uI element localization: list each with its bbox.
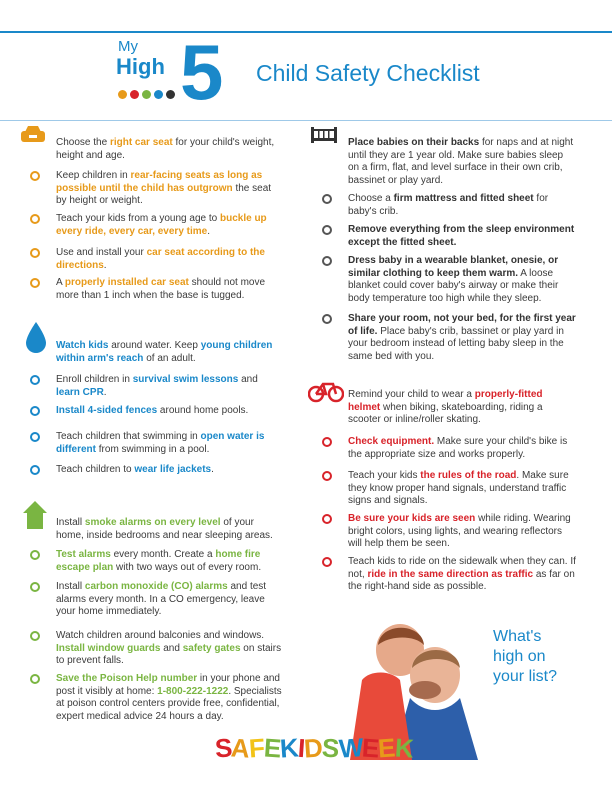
body-text: Teach kids to ride on the sidewalk when they can. If not, (348, 556, 576, 580)
checklist-text (56, 170, 284, 208)
checkbox-circle[interactable] (30, 432, 40, 442)
checklist-text (56, 277, 284, 302)
logo-dot (154, 90, 163, 99)
body-text: Teach your kids from a young age to (56, 213, 220, 224)
highlight-text: Dress baby in a wearable blanket, onesie, or similar clothing to keep them warm. (348, 255, 559, 279)
body-text: around water. Keep (108, 340, 201, 351)
body-text: Teach children to (56, 464, 135, 475)
checkbox-circle[interactable] (322, 225, 332, 235)
logo-high: High (116, 54, 165, 79)
body-text: for naps and at night until they are 1 year old. Make sure babies sleep on a firm, flat, and level surface in their own crib, bassinet or play yard. (348, 137, 574, 186)
logo-dot (166, 90, 175, 99)
checklist-text (348, 436, 576, 461)
body-text: Install (56, 581, 85, 592)
body-text: . (211, 464, 214, 475)
highlight-text: properly installed car seat (64, 277, 189, 288)
header-rule (0, 120, 612, 121)
body-text: . (103, 386, 107, 398)
highlight-text: learn CPR (56, 386, 104, 398)
highlight-text: firm mattress and fitted sheet (393, 193, 534, 204)
checklist-text (348, 313, 576, 363)
checkbox-circle[interactable] (30, 582, 40, 592)
body-text: when biking, skateboarding, riding a scooter or inline/roller skating. (348, 401, 543, 425)
brand-letter: E (377, 732, 396, 764)
body-text: . (207, 225, 211, 237)
body-text: and (238, 374, 258, 385)
checkbox-circle[interactable] (30, 248, 40, 258)
checklist-text (56, 340, 284, 365)
top-rule (0, 31, 612, 33)
highlight-text: safety gates (182, 642, 241, 654)
question-line: your list? (493, 668, 558, 685)
highlight-text: Be sure your kids are seen (348, 513, 476, 524)
highlight-text: Check equipment. (348, 436, 435, 447)
body-text: from swimming in a pool. (96, 443, 210, 455)
highlight-text: Save the Poison Help number (56, 673, 198, 684)
body-text: Watch children around balconies and windows. (56, 630, 265, 641)
bicycle-icon (308, 379, 344, 403)
page-title: Child Safety Checklist (256, 60, 480, 86)
highlight-text: Install window guards (56, 642, 161, 654)
checklist-text (348, 224, 576, 249)
checkbox-circle[interactable] (30, 465, 40, 475)
brand-letter: W (337, 732, 364, 764)
checklist-text (56, 247, 284, 272)
logo-dot (130, 90, 139, 99)
body-text: in your phone and post it visibly at home: (56, 673, 280, 697)
logo-dot (142, 90, 151, 99)
checkbox-circle[interactable] (30, 375, 40, 385)
highlight-text: car seat according to the directions (56, 247, 265, 271)
checkbox-circle[interactable] (30, 550, 40, 560)
checkbox-circle[interactable] (322, 194, 332, 204)
checkbox-circle[interactable] (30, 278, 40, 288)
logo-my: My (118, 38, 138, 55)
highlight-text: Place babies on their backs (348, 137, 480, 148)
highlight-text: wear life jackets (134, 464, 212, 475)
checkbox-circle[interactable] (322, 471, 332, 481)
highlight-text: properly-fitted helmet (348, 389, 543, 413)
brand-letter: S (213, 732, 233, 764)
logo-dots (118, 90, 175, 99)
checklist-text (56, 405, 284, 418)
brand-letter: S (321, 732, 340, 764)
highlight-text: rear-facing seats as long as possible until the child has outgrown (56, 170, 263, 194)
logo-five: 5 (180, 28, 224, 116)
highlight-text: survival swim lessons (132, 374, 239, 385)
checkbox-circle[interactable] (322, 557, 332, 567)
question-line: high on (493, 648, 546, 665)
car-icon (20, 125, 46, 145)
brand-letter: K (279, 732, 300, 764)
body-text: . (103, 259, 107, 271)
crib-icon (310, 124, 338, 144)
safe-kids-week-logo (215, 733, 413, 764)
checklist-text (348, 137, 576, 187)
body-text: should not move more than 1 inch when the base is tugged. (56, 277, 266, 301)
highlight-text: home fire escape plan (56, 549, 261, 573)
highlight-text: right car seat (109, 137, 173, 148)
highlight-text: Test alarms (56, 549, 111, 560)
body-text: A (56, 277, 65, 288)
water-drop-icon (25, 321, 47, 355)
checklist-text (56, 374, 284, 399)
brand-letter: D (303, 732, 324, 764)
checkbox-circle[interactable] (322, 514, 332, 524)
highlight-text: 1-800-222-1222 (157, 685, 229, 697)
checkbox-circle[interactable] (322, 437, 332, 447)
body-text: of an adult. (143, 352, 196, 364)
body-text: . Specialists at poison control centers provide free, confidential, expert medical advice 24 hours a day. (56, 685, 282, 722)
brand-letter: I (297, 732, 306, 764)
house-icon (22, 500, 48, 530)
checklist-text (348, 470, 576, 508)
highlight-text: carbon monoxide (CO) alarms (84, 581, 228, 592)
checklist-text (348, 556, 576, 594)
checklist-text (56, 630, 284, 668)
checklist-text (56, 549, 284, 574)
body-text: as far on the right-hand side as possible. (348, 568, 575, 592)
brand-letter: A (230, 732, 251, 764)
highlight-text: Share your room, not your bed, for the first year of life. (348, 313, 576, 337)
closing-question (493, 627, 557, 687)
brand-letter: F (248, 732, 266, 764)
body-text: every month. Create a (110, 549, 216, 560)
body-text: A loose blanket could cover baby's airway or make their body temperature too high while they sleep. (348, 267, 559, 304)
highlight-text: buckle up every ride, every car, every time (56, 213, 267, 237)
checkbox-circle[interactable] (30, 171, 40, 181)
body-text: Remind your child to wear a (348, 389, 475, 400)
body-text: Install (56, 517, 85, 528)
highlight-text: the rules of the road (420, 470, 517, 481)
checkbox-circle[interactable] (322, 256, 332, 266)
body-text: Use and install your (56, 247, 147, 258)
body-text: Enroll children in (56, 374, 133, 385)
checklist-text (56, 464, 284, 477)
highlight-text: Remove everything from the sleep environment except the fitted sheet. (348, 224, 575, 248)
highlight-text: open water is different (56, 431, 265, 455)
checklist-text (348, 255, 576, 305)
body-text: and (160, 642, 183, 654)
checkbox-circle[interactable] (30, 674, 40, 684)
body-text: Keep children in (56, 170, 131, 181)
body-text: . Make sure they know proper hand signals, understand traffic signs and signals. (348, 470, 569, 506)
checklist-text (348, 193, 576, 218)
checkbox-circle[interactable] (30, 214, 40, 224)
body-text: while riding. Wearing bright colors, using lights, and wearing reflectors will help them be seen. (348, 513, 571, 549)
body-text: the seat by height or weight. (56, 182, 272, 206)
checklist-text (56, 581, 284, 619)
highlight-text: young children within arm's reach (56, 340, 273, 364)
checklist-text (348, 513, 576, 551)
checkbox-circle[interactable] (30, 631, 40, 641)
body-text: Place baby's crib, bassinet or play yard in your bedroom instead of letting baby sleep in the same bed with you. (348, 325, 564, 362)
body-text: and test alarms every month. In a CO emergency, leave your home immediately. (56, 581, 267, 617)
body-text: Make sure your child's bike is the appropriate size and works properly. (348, 436, 568, 460)
checkbox-circle[interactable] (322, 314, 332, 324)
checklist-text (56, 673, 284, 723)
highlight-text: Watch kids (56, 340, 109, 351)
question-line: What's (493, 628, 542, 645)
body-text: with two ways out of every room. (113, 561, 262, 573)
logo-dot (118, 90, 127, 99)
checklist-text (56, 213, 284, 238)
body-text: Choose a (348, 193, 394, 204)
brand-letter: E (361, 732, 380, 764)
checklist-text (348, 389, 576, 427)
checklist-text (56, 517, 284, 542)
highlight-text: Install 4-sided fences (56, 405, 158, 416)
highlight-text: ride in the same direction as traffic (367, 568, 534, 580)
brand-letter: K (393, 732, 414, 764)
body-text: for baby's crib. (348, 193, 549, 217)
body-text: Choose the (56, 137, 110, 148)
body-text: of your home, inside bedrooms and near sleeping areas. (56, 517, 273, 541)
brand-letter: E (263, 732, 282, 764)
checklist-text (56, 137, 284, 162)
body-text: around home pools. (157, 405, 249, 416)
highlight-text: smoke alarms on every level (84, 517, 221, 528)
checklist-text (56, 431, 284, 456)
body-text: on stairs to prevent falls. (56, 642, 282, 666)
body-text: Teach children that swimming in (56, 431, 201, 442)
checkbox-circle[interactable] (30, 406, 40, 416)
body-text: Teach your kids (348, 470, 421, 481)
my-high-5-logo (112, 28, 252, 118)
body-text: for your child's weight, height and age. (56, 137, 275, 161)
